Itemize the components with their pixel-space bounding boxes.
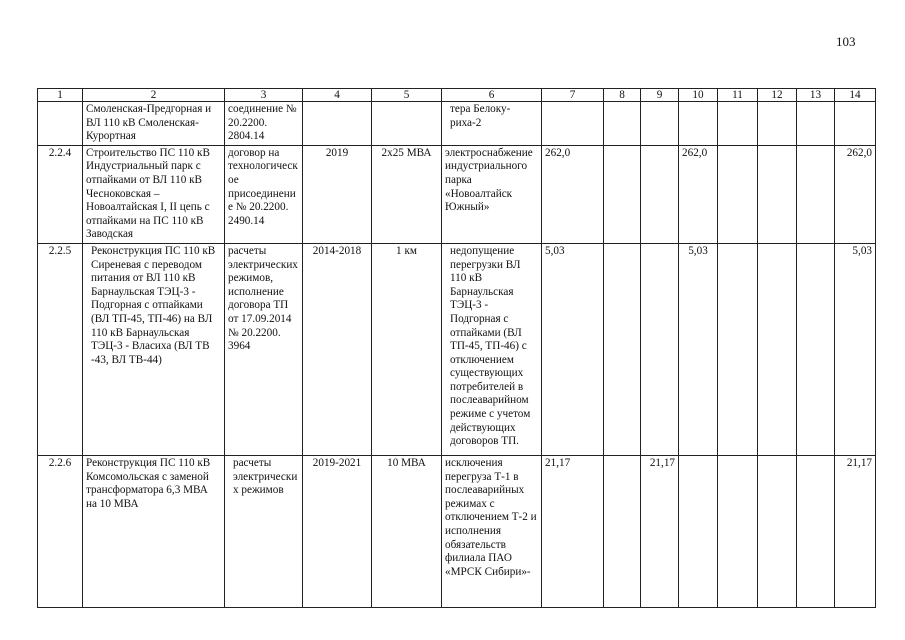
cost-cell <box>718 102 758 146</box>
item-number <box>38 102 83 146</box>
column-header: 1 <box>38 89 83 102</box>
cost-cell <box>641 145 679 243</box>
cost-cell <box>604 102 641 146</box>
cost-cell: 5,03 <box>679 243 718 455</box>
cost-cell <box>641 243 679 455</box>
cost-cell: 21,17 <box>835 455 876 607</box>
page-number: 103 <box>836 34 856 49</box>
cost-cell <box>797 145 835 243</box>
cost-cell <box>542 102 604 146</box>
cost-cell: 21,17 <box>641 455 679 607</box>
cost-cell <box>758 455 797 607</box>
capacity <box>372 102 442 146</box>
item-number: 2.2.4 <box>38 145 83 243</box>
column-number-row <box>38 89 876 102</box>
cost-cell <box>604 145 641 243</box>
cost-cell <box>797 455 835 607</box>
project-name: Реконструкция ПС 110 кВ Сиреневая с переводом питания от ВЛ 110 кВ Барнаульская ТЭЦ-3 - Подгорная с отпайками (ВЛ ТП-45, ТП-46) на ВЛ 110 кВ Барнаульская ТЭЦ-3 - Власиха (ВЛ ТВ -43, ВЛ ТВ-44) <box>83 243 225 455</box>
cost-cell <box>718 455 758 607</box>
investment-table <box>37 88 876 608</box>
cost-cell: 5,03 <box>835 243 876 455</box>
basis: договор на технологическое присоединение № 20.2200. 2490.14 <box>225 145 303 243</box>
cost-cell <box>758 145 797 243</box>
cost-cell <box>797 243 835 455</box>
years <box>303 102 372 146</box>
years: 2014-2018 <box>303 243 372 455</box>
cost-cell <box>679 102 718 146</box>
item-number: 2.2.5 <box>38 243 83 455</box>
column-header: 12 <box>758 89 797 102</box>
column-header: 13 <box>797 89 835 102</box>
purpose: электроснабжение индустриального парка «Новоалтайск Южный» <box>442 145 542 243</box>
column-header: 8 <box>604 89 641 102</box>
column-header: 6 <box>442 89 542 102</box>
cost-cell: 262,0 <box>542 145 604 243</box>
cost-cell <box>718 145 758 243</box>
column-header: 14 <box>835 89 876 102</box>
column-header: 2 <box>83 89 225 102</box>
cost-cell <box>758 102 797 146</box>
cost-cell <box>679 455 718 607</box>
capacity: 1 км <box>372 243 442 455</box>
column-header: 3 <box>225 89 303 102</box>
column-header: 11 <box>718 89 758 102</box>
cost-cell <box>604 455 641 607</box>
cost-cell: 262,0 <box>835 145 876 243</box>
item-number: 2.2.6 <box>38 455 83 607</box>
purpose: тера Белоку-риха-2 <box>442 102 542 146</box>
project-name: Смоленская-Предгорная и ВЛ 110 кВ Смоленская-Курортная <box>83 102 225 146</box>
column-header: 7 <box>542 89 604 102</box>
basis: соединение № 20.2200. 2804.14 <box>225 102 303 146</box>
capacity: 2х25 МВА <box>372 145 442 243</box>
basis: расчеты электрических режимов <box>225 455 303 607</box>
cost-cell: 5,03 <box>542 243 604 455</box>
years: 2019-2021 <box>303 455 372 607</box>
basis: расчеты электрических режимов, исполнение договора ТП от 17.09.2014 № 20.2200. 3964 <box>225 243 303 455</box>
cost-cell <box>604 243 641 455</box>
column-header: 4 <box>303 89 372 102</box>
purpose: исключения перегруза Т-1 в послеаварийных режимах с отключением Т-2 и исполнения обязательств филиала ПАО «МРСК Сибири»- <box>442 455 542 607</box>
years: 2019 <box>303 145 372 243</box>
table-row <box>38 145 876 243</box>
table-row <box>38 102 876 146</box>
cost-cell <box>797 102 835 146</box>
cost-cell <box>641 102 679 146</box>
capacity: 10 МВА <box>372 455 442 607</box>
cost-cell <box>758 243 797 455</box>
cost-cell: 21,17 <box>542 455 604 607</box>
cost-cell <box>835 102 876 146</box>
purpose: недопущение перегрузки ВЛ 110 кВ Барнаульская ТЭЦ-3 - Подгорная с отпайками (ВЛ ТП-45, ТП-46) с отключением существующих потребителей в послеаварийном режиме с учетом действующих договоров ТП. <box>442 243 542 455</box>
table-row <box>38 243 876 455</box>
column-header: 9 <box>641 89 679 102</box>
cost-cell: 262,0 <box>679 145 718 243</box>
column-header: 5 <box>372 89 442 102</box>
project-name: Реконструкция ПС 110 кВ Комсомольская с заменой трансформатора 6,3 МВА на 10 МВА <box>83 455 225 607</box>
table-row <box>38 455 876 607</box>
column-header: 10 <box>679 89 718 102</box>
cost-cell <box>718 243 758 455</box>
project-name: Строительство ПС 110 кВ Индустриальный парк с отпайками от ВЛ 110 кВ Чесноковская – Новоалтайская I, II цепь с отпайками на ПС 110 кВ Заводская <box>83 145 225 243</box>
